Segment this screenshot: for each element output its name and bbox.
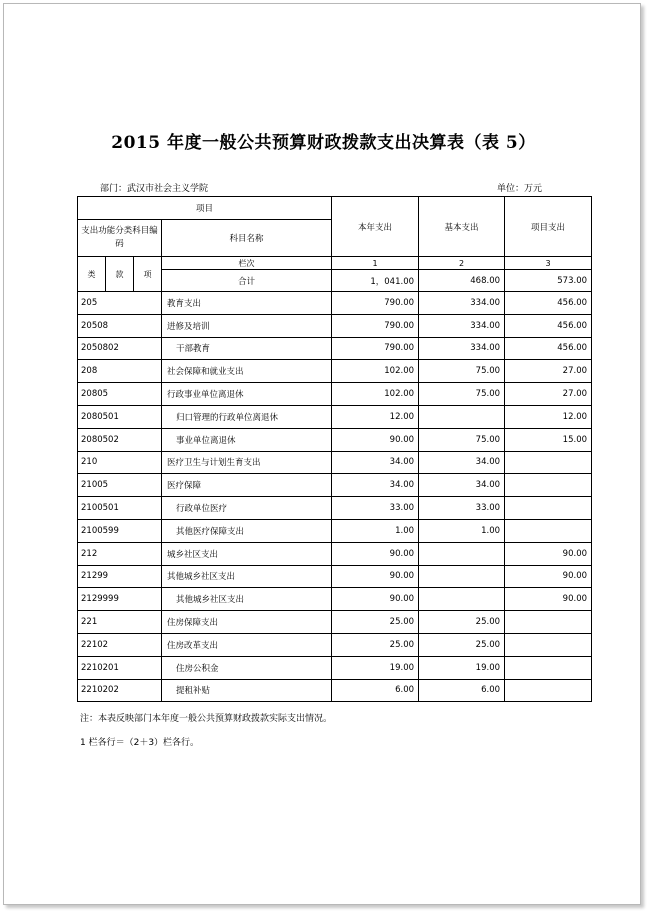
row-basic: 334.00 xyxy=(419,314,505,337)
header-this-year: 本年支出 xyxy=(332,197,419,257)
row-code: 2129999 xyxy=(78,588,162,611)
header-subject-name: 科目名称 xyxy=(162,220,332,257)
row-basic: 75.00 xyxy=(419,360,505,383)
row-basic xyxy=(419,405,505,428)
row-code: 2210201 xyxy=(78,656,162,679)
row-this-year: 25.00 xyxy=(332,611,419,634)
row-this-year: 790.00 xyxy=(332,337,419,360)
row-project xyxy=(505,474,592,497)
unit-label: 单位：万元 xyxy=(497,184,543,194)
table-row xyxy=(78,292,592,315)
row-project xyxy=(505,451,592,474)
row-subject-name: 城乡社区支出 xyxy=(162,542,332,565)
row-subject-name: 其他医疗保障支出 xyxy=(162,519,332,542)
row-basic: 19.00 xyxy=(419,656,505,679)
row-this-year: 25.00 xyxy=(332,633,419,656)
row-basic xyxy=(419,542,505,565)
row-subject-name: 社会保障和就业支出 xyxy=(162,360,332,383)
row-subject-name: 医疗卫生与计划生育支出 xyxy=(162,451,332,474)
department-label: 部门：武汉市社会主义学院 xyxy=(100,184,209,194)
row-subject-name: 事业单位离退休 xyxy=(162,428,332,451)
row-project xyxy=(505,497,592,520)
table-row xyxy=(78,337,592,360)
row-basic: 334.00 xyxy=(419,292,505,315)
table-row xyxy=(78,656,592,679)
row-subject-name: 干部教育 xyxy=(162,337,332,360)
table-row xyxy=(78,497,592,520)
total-label: 合计 xyxy=(162,270,332,292)
row-project: 90.00 xyxy=(505,588,592,611)
row-this-year: 33.00 xyxy=(332,497,419,520)
header-item: 项目 xyxy=(78,197,332,220)
row-code: 210 xyxy=(78,451,162,474)
row-this-year: 102.00 xyxy=(332,383,419,406)
row-basic: 25.00 xyxy=(419,611,505,634)
total-project: 573.00 xyxy=(505,270,592,292)
table-row xyxy=(78,451,592,474)
row-basic: 334.00 xyxy=(419,337,505,360)
row-subject-name: 医疗保障 xyxy=(162,474,332,497)
row-subject-name: 提租补贴 xyxy=(162,679,332,702)
table-row xyxy=(78,405,592,428)
row-project: 456.00 xyxy=(505,292,592,315)
row-code: 212 xyxy=(78,542,162,565)
table-row xyxy=(78,474,592,497)
row-subject-name: 行政单位医疗 xyxy=(162,497,332,520)
row-project: 12.00 xyxy=(505,405,592,428)
header-col1: 1 xyxy=(332,257,419,270)
report-title: 2015 年度一般公共预算财政拨款支出决算表（表 5） xyxy=(111,133,536,153)
row-subject-name: 住房改革支出 xyxy=(162,633,332,656)
row-project xyxy=(505,633,592,656)
row-this-year: 90.00 xyxy=(332,542,419,565)
row-this-year: 6.00 xyxy=(332,679,419,702)
header-project: 项目支出 xyxy=(505,197,592,257)
row-this-year: 90.00 xyxy=(332,428,419,451)
table-row xyxy=(78,679,592,702)
row-code: 205 xyxy=(78,292,162,315)
row-project: 15.00 xyxy=(505,428,592,451)
row-code: 2080501 xyxy=(78,405,162,428)
row-code: 22102 xyxy=(78,633,162,656)
row-subject-name: 其他城乡社区支出 xyxy=(162,588,332,611)
header-kuan: 款 xyxy=(106,257,134,292)
header-col2: 2 xyxy=(419,257,505,270)
note-1: 注：本表反映部门本年度一般公共预算财政拨款实际支出情况。 xyxy=(80,714,333,724)
table-row xyxy=(78,611,592,634)
row-this-year: 102.00 xyxy=(332,360,419,383)
header-func-code: 支出功能分类科目编码 xyxy=(78,220,162,257)
row-code: 2080502 xyxy=(78,428,162,451)
row-project xyxy=(505,656,592,679)
row-basic: 1.00 xyxy=(419,519,505,542)
row-this-year: 90.00 xyxy=(332,565,419,588)
row-subject-name: 其他城乡社区支出 xyxy=(162,565,332,588)
row-basic: 34.00 xyxy=(419,451,505,474)
table-row xyxy=(78,588,592,611)
row-project xyxy=(505,519,592,542)
row-basic: 25.00 xyxy=(419,633,505,656)
row-subject-name: 归口管理的行政单位离退休 xyxy=(162,405,332,428)
row-project xyxy=(505,611,592,634)
row-subject-name: 教育支出 xyxy=(162,292,332,315)
row-basic: 6.00 xyxy=(419,679,505,702)
table-row xyxy=(78,565,592,588)
row-project: 456.00 xyxy=(505,337,592,360)
row-this-year: 790.00 xyxy=(332,314,419,337)
row-basic: 75.00 xyxy=(419,383,505,406)
total-this-year: 1，041.00 xyxy=(332,270,419,292)
row-project: 27.00 xyxy=(505,383,592,406)
row-subject-name: 住房保障支出 xyxy=(162,611,332,634)
expenditure-table xyxy=(77,196,592,702)
row-this-year: 790.00 xyxy=(332,292,419,315)
table-row xyxy=(78,542,592,565)
row-this-year: 34.00 xyxy=(332,451,419,474)
row-subject-name: 住房公积金 xyxy=(162,656,332,679)
row-code: 2100599 xyxy=(78,519,162,542)
row-code: 2100501 xyxy=(78,497,162,520)
row-project: 27.00 xyxy=(505,360,592,383)
row-code: 221 xyxy=(78,611,162,634)
row-basic xyxy=(419,565,505,588)
row-subject-name: 进修及培训 xyxy=(162,314,332,337)
table-row xyxy=(78,428,592,451)
row-code: 2210202 xyxy=(78,679,162,702)
header-basic: 基本支出 xyxy=(419,197,505,257)
header-col3: 3 xyxy=(505,257,592,270)
row-basic xyxy=(419,588,505,611)
row-subject-name: 行政事业单位离退休 xyxy=(162,383,332,406)
row-basic: 34.00 xyxy=(419,474,505,497)
row-this-year: 90.00 xyxy=(332,588,419,611)
note-2: 1 栏各行＝（2＋3）栏各行。 xyxy=(80,738,200,748)
row-code: 20508 xyxy=(78,314,162,337)
table-row xyxy=(78,633,592,656)
row-basic: 33.00 xyxy=(419,497,505,520)
header-lei: 类 xyxy=(78,257,106,292)
table-row xyxy=(78,519,592,542)
row-project xyxy=(505,679,592,702)
table-row xyxy=(78,314,592,337)
row-this-year: 12.00 xyxy=(332,405,419,428)
header-lanci: 栏次 xyxy=(162,257,332,270)
row-code: 20805 xyxy=(78,383,162,406)
row-code: 21005 xyxy=(78,474,162,497)
row-basic: 75.00 xyxy=(419,428,505,451)
table-row xyxy=(78,360,592,383)
row-code: 208 xyxy=(78,360,162,383)
total-basic: 468.00 xyxy=(419,270,505,292)
row-project: 90.00 xyxy=(505,542,592,565)
row-this-year: 1.00 xyxy=(332,519,419,542)
header-xiang: 项 xyxy=(134,257,162,292)
row-code: 21299 xyxy=(78,565,162,588)
row-this-year: 19.00 xyxy=(332,656,419,679)
row-project: 90.00 xyxy=(505,565,592,588)
row-this-year: 34.00 xyxy=(332,474,419,497)
row-code: 2050802 xyxy=(78,337,162,360)
table-row xyxy=(78,383,592,406)
row-project: 456.00 xyxy=(505,314,592,337)
